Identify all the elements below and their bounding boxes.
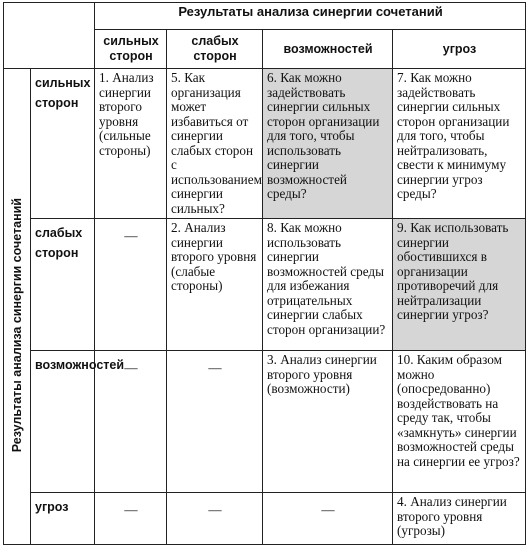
table-row	[4, 493, 526, 545]
table-cell-empty: —	[263, 493, 393, 545]
table-row	[4, 219, 526, 351]
row-header-opportunities: возможностей	[31, 351, 95, 493]
table-cell: 1. Анализ синергии второго уровня (сильные стороны)	[95, 69, 167, 219]
table-cell: 3. Анализ синергии второго уровня (возможности)	[263, 351, 393, 493]
corner-cell	[4, 3, 95, 69]
table-cell: 8. Как можно использовать синергии возможностей среды для избежания отрицательных синергии слабых сторон организации?	[263, 219, 393, 351]
row-header-threats: угроз	[31, 493, 95, 545]
table-row	[4, 351, 526, 493]
table-cell-empty: —	[95, 351, 167, 493]
side-title-cell	[4, 69, 31, 545]
synergy-analysis-table	[3, 2, 526, 545]
table-cell: 5. Как организация может избавиться от синергии слабых сторон с использованием синергии сильных?	[167, 69, 263, 219]
table-cell: 4. Анализ синергии второго уровня (угрозы)	[393, 493, 526, 545]
table-row	[4, 69, 526, 219]
table-cell-empty: —	[95, 219, 167, 351]
table-cell-empty: —	[95, 493, 167, 545]
table-cell-empty: —	[167, 493, 263, 545]
table-cell-highlighted: 9. Как использовать синергии обостившихся в организации противоречий для нейтрализации синергии угроз?	[393, 219, 526, 351]
col-header-threats: угроз	[393, 30, 526, 69]
table-cell-highlighted: 6. Как можно задействовать синергии сильных сторон организации для того, чтобы использовать синергии возможностей среды?	[263, 69, 393, 219]
table-title: Результаты анализа синергии сочетаний	[95, 3, 526, 30]
col-header-opportunities: возможностей	[263, 30, 393, 69]
title-row	[4, 3, 526, 30]
table-cell: 2. Анализ синергии второго уровня (слабые стороны)	[167, 219, 263, 351]
table-cell: 7. Как можно задействовать синергии сильных сторон организации для того, чтобы нейтрализовать, свести к минимуму синергии угроз среды?	[393, 69, 526, 219]
col-header-strengths: сильных сторон	[95, 30, 167, 69]
table-cell-empty: —	[167, 351, 263, 493]
table-cell: 10. Каким образом можно (опосредованно) воздействовать на среду так, чтобы «замкнуть» синергии возможностей среды на синергии ее угроз?	[393, 351, 526, 493]
side-title: Результаты анализа синергии сочетаний	[9, 197, 24, 452]
col-header-weaknesses: слабых сторон	[167, 30, 263, 69]
row-header-weaknesses: слабых сторон	[31, 219, 95, 351]
row-header-strengths: сильных сторон	[31, 69, 95, 219]
